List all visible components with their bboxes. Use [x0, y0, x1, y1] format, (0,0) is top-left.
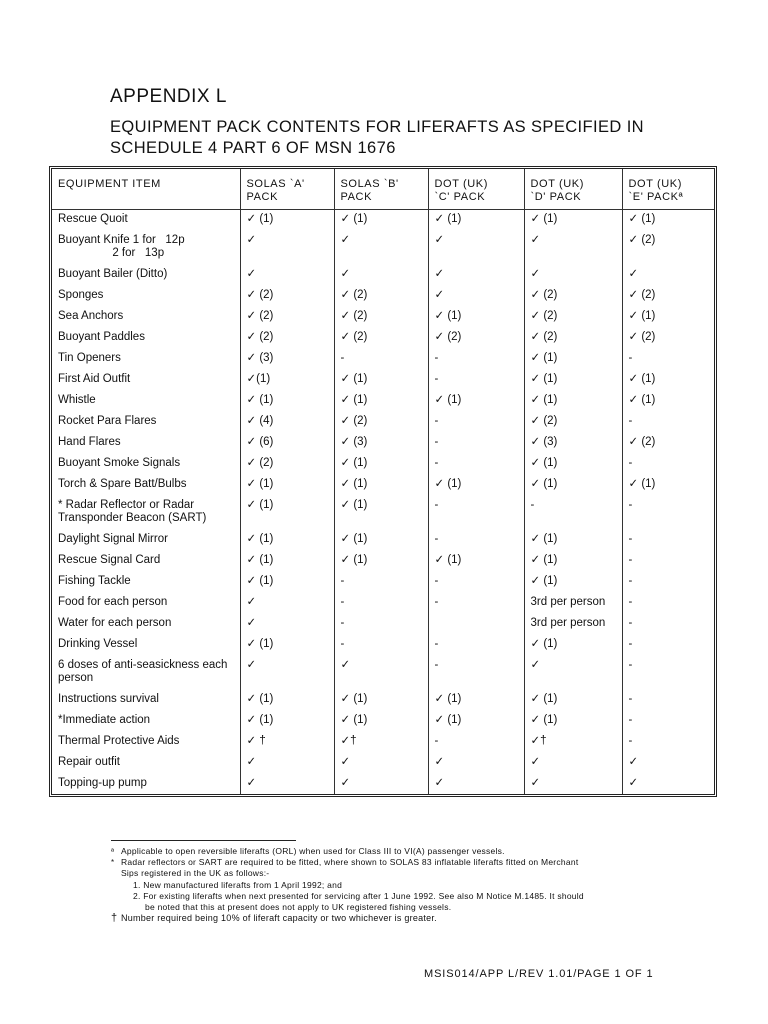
pack-cell: -: [428, 432, 524, 453]
equipment-item-cell: [52, 306, 240, 327]
table-row: [52, 752, 714, 773]
equipment-item-line: Hand Flares: [58, 436, 121, 448]
pack-cell: ✓: [428, 752, 524, 773]
equipment-item-cell: [52, 474, 240, 495]
pack-cell: ✓ (1): [240, 209, 334, 230]
pack-cell: ✓ (2): [622, 327, 714, 348]
equipment-item-line: Buoyant Knife 1 for 12p: [58, 234, 185, 246]
equipment-table: [52, 169, 714, 794]
pack-cell: ✓ (1): [334, 209, 428, 230]
pack-cell: ✓: [428, 264, 524, 285]
table-row: [52, 411, 714, 432]
equipment-item-cell: [52, 327, 240, 348]
pack-cell: ✓ (1): [334, 495, 428, 529]
pack-cell: [428, 613, 524, 634]
pack-cell: -: [428, 571, 524, 592]
equipment-item-line: Buoyant Paddles: [58, 331, 145, 343]
pack-cell: ✓ (2): [524, 411, 622, 432]
table-row: [52, 634, 714, 655]
table-row: [52, 495, 714, 529]
table-row: [52, 209, 714, 230]
equipment-item-line: Topping-up pump: [58, 777, 147, 789]
pack-cell: -: [622, 689, 714, 710]
equipment-item-cell: [52, 710, 240, 731]
pack-cell: ✓: [622, 773, 714, 794]
pack-cell: ✓ (2): [524, 327, 622, 348]
footnote-mark: ª: [111, 847, 115, 856]
pack-cell: -: [622, 655, 714, 689]
pack-cell: ✓ (1): [428, 390, 524, 411]
table-row: [52, 655, 714, 689]
pack-cell: ✓ (1): [622, 306, 714, 327]
pack-cell: ✓ (1): [240, 474, 334, 495]
equipment-item-line: Rocket Para Flares: [58, 415, 157, 427]
table-row: [52, 264, 714, 285]
pack-cell: -: [622, 592, 714, 613]
table-row: [52, 571, 714, 592]
pack-cell: -: [622, 453, 714, 474]
pack-cell: 3rd per person: [524, 592, 622, 613]
table-row: [52, 613, 714, 634]
pack-cell: ✓: [428, 285, 524, 306]
equipment-item-line: 6 doses of anti-seasickness each: [58, 659, 228, 671]
equipment-item-cell: [52, 613, 240, 634]
pack-cell: ✓ (2): [240, 327, 334, 348]
table-row: [52, 731, 714, 752]
equipment-item-line: Food for each person: [58, 596, 168, 608]
pack-cell: ✓ (1): [334, 710, 428, 731]
pack-cell: ✓: [622, 752, 714, 773]
pack-cell: ✓ (1): [524, 390, 622, 411]
pack-cell: ✓ (1): [524, 550, 622, 571]
pack-cell: ✓ (2): [334, 411, 428, 432]
pack-cell: ✓ (1): [334, 369, 428, 390]
pack-cell: ✓ (6): [240, 432, 334, 453]
equipment-item-cell: [52, 529, 240, 550]
equipment-item-line: Water for each person: [58, 617, 172, 629]
pack-cell: ✓ (2): [334, 306, 428, 327]
pack-cell: -: [334, 613, 428, 634]
pack-cell: ✓ (1): [428, 306, 524, 327]
header-pack-3: [428, 169, 524, 209]
table-row: [52, 453, 714, 474]
pack-cell: ✓ (1): [524, 474, 622, 495]
equipment-item-cell: [52, 550, 240, 571]
pack-cell: -: [622, 710, 714, 731]
header-pack-1: [240, 169, 334, 209]
document-title: EQUIPMENT PACK CONTENTS FOR LIFERAFTS AS SPECIFIED IN SCHEDULE 4 PART 6 OF MSN 1676: [110, 118, 644, 157]
table-row: [52, 285, 714, 306]
pack-cell: -: [334, 592, 428, 613]
pack-cell: ✓: [524, 655, 622, 689]
table-row: [52, 689, 714, 710]
table-row: [52, 773, 714, 794]
equipment-item-line: Fishing Tackle: [58, 575, 131, 587]
pack-cell: -: [622, 411, 714, 432]
pack-cell: ✓ (1): [622, 474, 714, 495]
pack-cell: -: [428, 592, 524, 613]
header-line: EQUIPMENT ITEM: [58, 178, 161, 190]
pack-cell: ✓ (2): [240, 285, 334, 306]
pack-cell: ✓ (1): [428, 710, 524, 731]
pack-cell: -: [428, 731, 524, 752]
pack-cell: -: [622, 571, 714, 592]
table-row: [52, 369, 714, 390]
pack-cell: ✓: [524, 264, 622, 285]
header-line: PACK: [246, 191, 279, 203]
pack-cell: ✓ (2): [622, 230, 714, 264]
footnote-mark: *: [111, 858, 115, 868]
footnote-a: [111, 846, 671, 857]
footnote-star-continued: [111, 868, 671, 879]
pack-cell: ✓: [240, 773, 334, 794]
pack-cell: ✓ (1): [524, 571, 622, 592]
equipment-item-line: Daylight Signal Mirror: [58, 533, 168, 545]
pack-cell: ✓: [524, 752, 622, 773]
header-line: DOT (UK): [434, 178, 488, 190]
equipment-item-cell: [52, 655, 240, 689]
pack-cell: ✓ (1): [334, 390, 428, 411]
equipment-item-cell: [52, 369, 240, 390]
pack-cell: -: [622, 634, 714, 655]
pack-cell: ✓ (1): [240, 710, 334, 731]
table-row: [52, 306, 714, 327]
footnote-mark: †: [111, 912, 118, 925]
pack-cell: ✓ (1): [524, 369, 622, 390]
equipment-item-cell: [52, 390, 240, 411]
pack-cell: -: [334, 634, 428, 655]
equipment-item-cell: [52, 432, 240, 453]
pack-cell: ✓ (4): [240, 411, 334, 432]
equipment-item-line: Rescue Quoit: [58, 212, 128, 225]
header-pack-5: [622, 169, 714, 209]
footnote-rule: [111, 840, 296, 841]
table-row: [52, 550, 714, 571]
pack-cell: ✓: [240, 264, 334, 285]
pack-cell: -: [428, 348, 524, 369]
footnote-text: Sips registered in the UK as follows:-: [121, 868, 270, 879]
footnote-text: Radar reflectors or SART are required to be fitted, where shown to SOLAS 83 inflatable liferafts fitted on Merchant: [121, 857, 579, 868]
pack-cell: ✓ (2): [524, 285, 622, 306]
pack-cell: -: [428, 453, 524, 474]
equipment-table-frame: [49, 166, 717, 797]
footnote-dagger: [111, 913, 671, 924]
pack-cell: ✓ (2): [622, 285, 714, 306]
pack-cell: ✓ (1): [334, 689, 428, 710]
footnotes: [111, 846, 671, 924]
pack-cell: ✓ (1): [524, 209, 622, 230]
equipment-item-line: Drinking Vessel: [58, 638, 138, 650]
equipment-item-line: Sponges: [58, 289, 104, 301]
pack-cell: ✓ (1): [428, 209, 524, 230]
header-line: `C' PACK: [434, 191, 486, 203]
pack-cell: -: [334, 571, 428, 592]
pack-cell: ✓ (3): [334, 432, 428, 453]
pack-cell: ✓ (1): [334, 550, 428, 571]
pack-cell: -: [622, 613, 714, 634]
pack-cell: ✓ (1): [524, 710, 622, 731]
equipment-item-line: person: [58, 672, 94, 684]
pack-cell: ✓: [240, 592, 334, 613]
pack-cell: ✓ †: [240, 731, 334, 752]
header-line: `D' PACK: [530, 191, 582, 203]
pack-cell: ✓ (1): [334, 529, 428, 550]
pack-cell: ✓ (1): [240, 529, 334, 550]
pack-cell: -: [428, 369, 524, 390]
equipment-item-cell: [52, 592, 240, 613]
pack-cell: ✓ (1): [524, 529, 622, 550]
equipment-item-cell: [52, 453, 240, 474]
pack-cell: ✓ (2): [240, 306, 334, 327]
equipment-item-cell: [52, 264, 240, 285]
header-equipment-item: [52, 169, 240, 209]
equipment-item-line: Rescue Signal Card: [58, 554, 161, 566]
pack-cell: ✓: [240, 655, 334, 689]
pack-cell: ✓: [240, 230, 334, 264]
pack-cell: ✓ (2): [334, 327, 428, 348]
pack-cell: ✓: [622, 264, 714, 285]
equipment-item-line: Buoyant Bailer (Ditto): [58, 268, 168, 280]
pack-cell: ✓: [428, 230, 524, 264]
pack-cell: ✓(1): [240, 369, 334, 390]
table-row: [52, 529, 714, 550]
pack-cell: ✓ (2): [240, 453, 334, 474]
header-line: SOLAS `B': [340, 178, 399, 190]
table-row: [52, 348, 714, 369]
equipment-item-cell: [52, 731, 240, 752]
equipment-item-line: Torch & Spare Batt/Bulbs: [58, 478, 187, 490]
pack-cell: ✓: [428, 773, 524, 794]
pack-cell: ✓: [240, 613, 334, 634]
table-body: [52, 209, 714, 794]
pack-cell: ✓ (1): [240, 390, 334, 411]
equipment-item-line: First Aid Outfit: [58, 373, 131, 385]
table-row: [52, 710, 714, 731]
header-line: SOLAS `A': [246, 178, 305, 190]
header-line: PACK: [340, 191, 373, 203]
table-row: [52, 474, 714, 495]
pack-cell: -: [622, 348, 714, 369]
equipment-item-line: * Radar Reflector or Radar: [58, 499, 195, 511]
pack-cell: ✓ (1): [524, 453, 622, 474]
table-row: [52, 592, 714, 613]
footnote-text: Applicable to open reversible liferafts (ORL) when used for Class III to VI(A) passenger vessels.: [121, 846, 505, 856]
table-row: [52, 390, 714, 411]
pack-cell: ✓ (1): [428, 550, 524, 571]
footnote-item-2-continued: be noted that this at present does not apply to UK registered fishing vessels.: [145, 902, 452, 913]
footnote-text: Number required being 10% of liferaft capacity or two whichever is greater.: [121, 913, 437, 924]
pack-cell: ✓ (3): [524, 432, 622, 453]
pack-cell: ✓: [334, 752, 428, 773]
pack-cell: ✓ (3): [240, 348, 334, 369]
equipment-item-cell: [52, 571, 240, 592]
pack-cell: 3rd per person: [524, 613, 622, 634]
pack-cell: ✓ (1): [524, 689, 622, 710]
pack-cell: ✓ (1): [240, 689, 334, 710]
pack-cell: ✓ (2): [524, 306, 622, 327]
pack-cell: -: [622, 550, 714, 571]
pack-cell: ✓: [524, 773, 622, 794]
pack-cell: ✓†: [334, 731, 428, 752]
header-line: `E' PACKª: [628, 191, 684, 203]
pack-cell: -: [622, 731, 714, 752]
header-pack-2: [334, 169, 428, 209]
pack-cell: ✓ (2): [428, 327, 524, 348]
equipment-item-cell: [52, 348, 240, 369]
header-line: DOT (UK): [530, 178, 584, 190]
pack-cell: -: [428, 529, 524, 550]
table-row: [52, 432, 714, 453]
equipment-item-line: 2 for 13p: [58, 247, 165, 259]
footnote-spacer: [111, 868, 121, 879]
footnote-item-2: 2. For existing liferafts when next presented for servicing after 1 June 1992. See also M Notice M.1485. It should: [133, 890, 584, 901]
pack-cell: -: [524, 495, 622, 529]
page-reference: MSIS014/APP L/REV 1.01/PAGE 1 OF 1: [424, 968, 654, 980]
pack-cell: ✓ (1): [240, 550, 334, 571]
pack-cell: ✓: [334, 230, 428, 264]
equipment-item-line: Transponder Beacon (SART): [58, 512, 207, 524]
pack-cell: ✓ (2): [334, 285, 428, 306]
pack-cell: ✓: [240, 752, 334, 773]
footnote-star: [111, 857, 671, 868]
pack-cell: ✓ (2): [622, 432, 714, 453]
pack-cell: ✓ (1): [240, 495, 334, 529]
pack-cell: ✓ (1): [524, 634, 622, 655]
equipment-item-cell: [52, 285, 240, 306]
equipment-item-cell: [52, 689, 240, 710]
pack-cell: -: [428, 634, 524, 655]
pack-cell: ✓ (1): [622, 209, 714, 230]
pack-cell: -: [622, 495, 714, 529]
equipment-item-cell: [52, 209, 240, 230]
pack-cell: ✓ (1): [240, 571, 334, 592]
pack-cell: ✓ (1): [334, 453, 428, 474]
equipment-item-line: Tin Openers: [58, 352, 121, 364]
equipment-item-cell: [52, 752, 240, 773]
pack-cell: ✓: [334, 264, 428, 285]
equipment-item-cell: [52, 495, 240, 529]
pack-cell: ✓†: [524, 731, 622, 752]
header-line: DOT (UK): [628, 178, 682, 190]
appendix-heading: APPENDIX L: [110, 86, 227, 107]
equipment-item-line: Thermal Protective Aids: [58, 735, 180, 747]
pack-cell: ✓ (1): [524, 348, 622, 369]
header-pack-4: [524, 169, 622, 209]
table-row: [52, 327, 714, 348]
pack-cell: -: [428, 411, 524, 432]
pack-cell: ✓ (1): [428, 474, 524, 495]
pack-cell: -: [334, 348, 428, 369]
table-header-row: [52, 169, 714, 209]
pack-cell: -: [622, 529, 714, 550]
table-row: [52, 230, 714, 264]
equipment-item-line: *Immediate action: [58, 714, 151, 726]
equipment-item-line: Instructions survival: [58, 693, 159, 705]
footnote-item-1: 1. New manufactured liferafts from 1 April 1992; and: [133, 879, 343, 890]
equipment-item-cell: [52, 773, 240, 794]
equipment-item-line: Whistle: [58, 394, 96, 406]
pack-cell: ✓ (1): [240, 634, 334, 655]
pack-cell: ✓ (1): [622, 390, 714, 411]
pack-cell: ✓: [334, 655, 428, 689]
equipment-item-line: Sea Anchors: [58, 310, 124, 322]
pack-cell: ✓ (1): [428, 689, 524, 710]
equipment-item-cell: [52, 634, 240, 655]
pack-cell: ✓ (1): [334, 474, 428, 495]
pack-cell: -: [428, 655, 524, 689]
equipment-item-line: Repair outfit: [58, 756, 121, 768]
equipment-item-line: Buoyant Smoke Signals: [58, 457, 181, 469]
equipment-item-cell: [52, 230, 240, 264]
pack-cell: ✓: [334, 773, 428, 794]
equipment-item-cell: [52, 411, 240, 432]
pack-cell: ✓ (1): [622, 369, 714, 390]
pack-cell: ✓: [524, 230, 622, 264]
pack-cell: -: [428, 495, 524, 529]
